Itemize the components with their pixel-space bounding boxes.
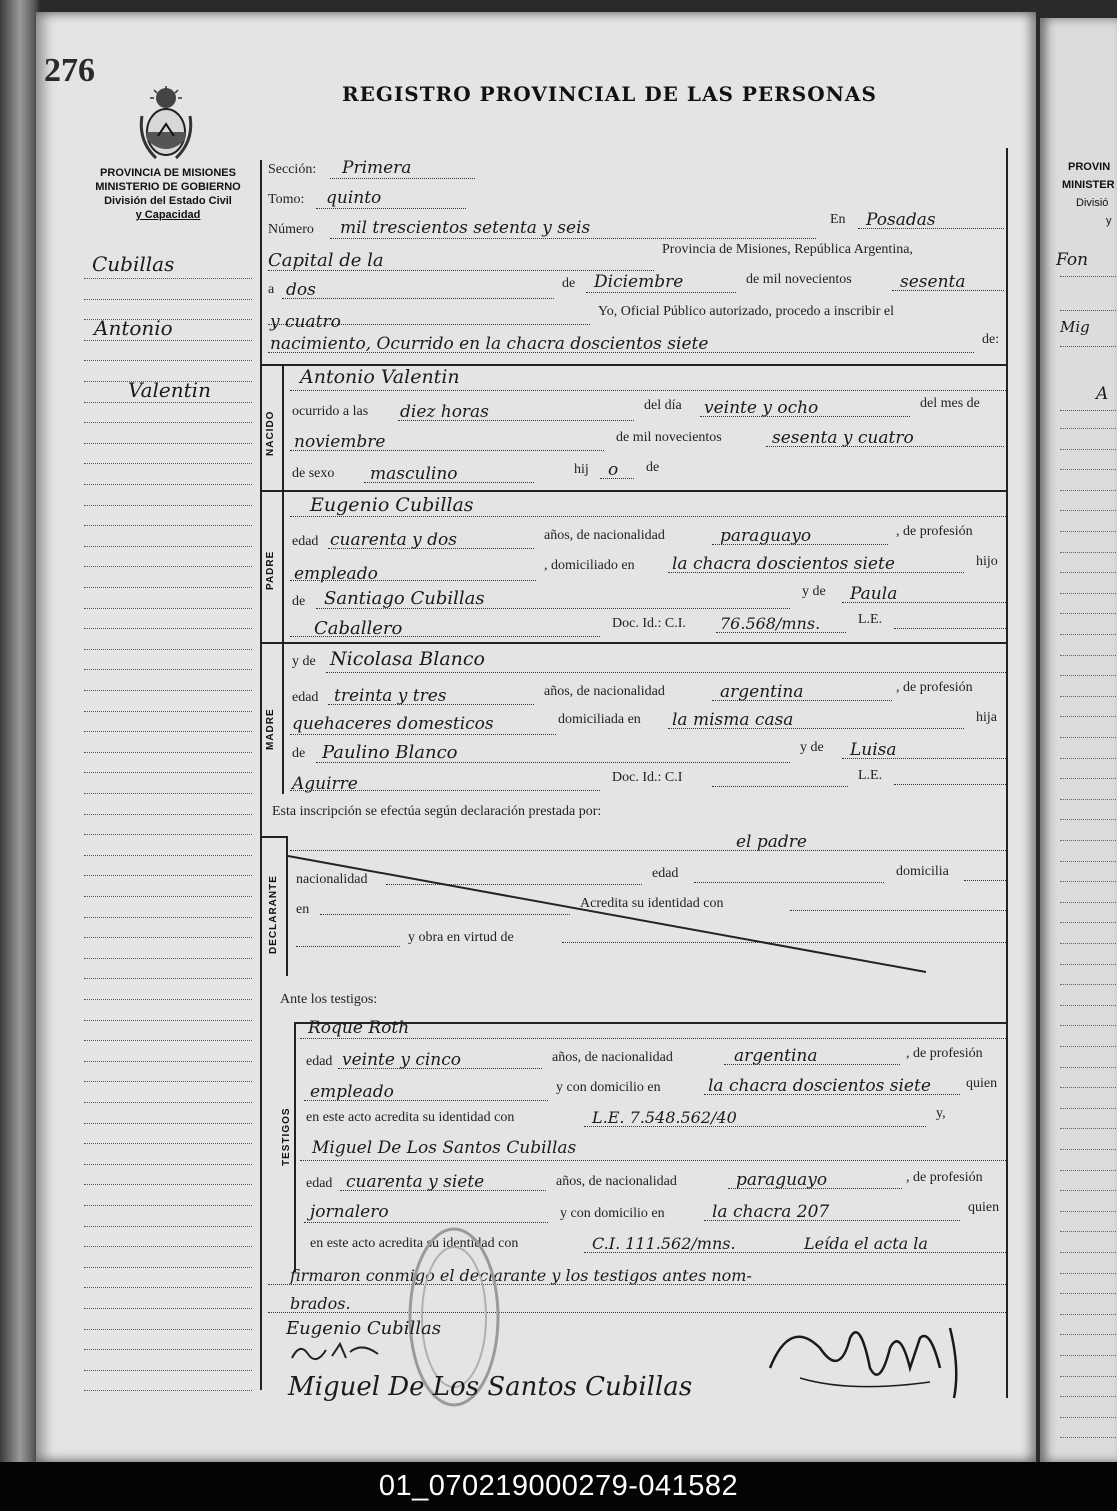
testigos-intro: Ante los testigos: (280, 992, 378, 1007)
declarante-por-value: el padre (736, 832, 807, 852)
madre-section-label: MADRE (265, 708, 276, 750)
padre-nacionalidad-value: paraguayo (720, 526, 812, 546)
madre-doc-label: Doc. Id.: C.I (612, 770, 683, 785)
facing-margin-rule (1060, 881, 1117, 882)
margin-secondname: Valentin (128, 378, 211, 402)
padre-le-label: L.E. (858, 612, 883, 627)
facing-margin-rule (1060, 634, 1117, 635)
signature-roque (288, 1340, 388, 1364)
madre-profesion-label: , de profesión (896, 680, 973, 695)
margin-rule (84, 875, 252, 876)
numero-label: Número (268, 222, 314, 237)
de-label: de (562, 276, 576, 291)
margin-rule (84, 340, 252, 341)
margin-rule (84, 649, 252, 650)
facing-margin-rule (1060, 1252, 1117, 1253)
facing-margin-rule (1060, 737, 1117, 738)
left-frame-rule (260, 160, 262, 1390)
margin-rule (84, 566, 252, 567)
margin-rule (84, 731, 252, 732)
padre-edad-label: edad (292, 534, 319, 549)
margin-rule (84, 546, 252, 547)
facing-margin-rule (1060, 469, 1117, 470)
declarante-en-label: en (296, 902, 310, 917)
facing-margin-rule (1060, 613, 1117, 614)
facing-ministry-line3: Divisió (1076, 197, 1109, 209)
madre-de-label: de (292, 746, 306, 761)
testigo2-anos-label: años, de nacionalidad (556, 1174, 677, 1189)
facing-margin-rule (1060, 922, 1117, 923)
margin-rule (84, 1040, 252, 1041)
margin-rule (84, 772, 252, 773)
padre-hijo-label: hijo (976, 554, 998, 569)
madre-padre-de: Paulino Blanco (322, 742, 458, 763)
margin-rule (84, 1205, 252, 1206)
facing-margin-rule (1060, 1149, 1117, 1150)
facing-margin-rule (1060, 1046, 1117, 1047)
margin-rule (84, 505, 252, 506)
nacido-hora-value: diez horas (400, 402, 489, 422)
margin-rule (84, 1102, 252, 1103)
declarante-strikeout (286, 852, 946, 976)
margin-rule (84, 752, 252, 753)
margin-rule (84, 978, 252, 979)
margin-rule (84, 690, 252, 691)
margin-rule (84, 1123, 252, 1124)
declarante-section-label: DECLARANTE (268, 875, 279, 954)
margin-rule (84, 1184, 252, 1185)
facing-margin-rule (1060, 1417, 1117, 1418)
madre-yde-label: y de (292, 654, 316, 669)
margin-rule (84, 937, 252, 938)
facing-margin-rule (1060, 1067, 1117, 1068)
margin-rule (84, 299, 252, 300)
facing-margin-rule (1060, 1087, 1117, 1088)
seccion-label: Sección: (268, 162, 317, 177)
right-frame-rule (1006, 148, 1008, 1398)
facing-margin-rule (1060, 1355, 1117, 1356)
seccion-value: Primera (342, 158, 412, 178)
testigos-leida: Leída el acta la (804, 1234, 928, 1253)
facing-margin-rule (1060, 593, 1117, 594)
facing-margin-rule (1060, 675, 1117, 676)
madre-edad-label: edad (292, 690, 319, 705)
numero-value: mil trescientos setenta y seis (340, 218, 591, 238)
facing-name-2: Mig (1060, 318, 1090, 336)
madre-domicilio-value: la misma casa (672, 710, 794, 730)
margin-surname: Cubillas (92, 252, 175, 276)
nacimiento-value: nacimiento, Ocurrido en la chacra doscientos siete (270, 334, 709, 354)
facing-name-3: A (1096, 384, 1109, 404)
testigo2-edad-label: edad (306, 1176, 333, 1191)
margin-rule (84, 855, 252, 856)
margin-rule (84, 958, 252, 959)
facing-margin-rule (1060, 778, 1117, 779)
facing-margin-rule (1060, 490, 1117, 491)
margin-rule (84, 484, 252, 485)
facing-margin-rule (1060, 1108, 1117, 1109)
signature-eugenio: Eugenio Cubillas (286, 1318, 441, 1339)
facing-margin-rule (1060, 552, 1117, 553)
declarante-edad-label: edad (652, 866, 679, 881)
padre-anos-label: años, de nacionalidad (544, 528, 665, 543)
margin-rule (84, 834, 252, 835)
margin-rule (84, 381, 252, 382)
margin-rule (84, 1329, 252, 1330)
margin-rule (84, 999, 252, 1000)
declarante-acredita-label: Acredita su identidad con (580, 896, 724, 911)
anio-cont: y cuatro (270, 312, 341, 332)
testigo1-edad-value: veinte y cinco (342, 1050, 462, 1070)
facing-margin-rule (1060, 1170, 1117, 1171)
facing-margin-rule (1060, 1190, 1117, 1191)
ministry-line-1: PROVINCIA DE MISIONES (100, 167, 236, 179)
testigo2-profesion-value: jornalero (310, 1202, 389, 1222)
nacido-section-label: NACIDO (265, 410, 276, 456)
margin-rule (84, 1061, 252, 1062)
madre-le-label: L.E. (858, 768, 883, 783)
facing-ministry-line2: MINISTER (1062, 179, 1115, 191)
margin-rule (84, 608, 252, 609)
padre-section-label: PADRE (265, 550, 276, 590)
margin-rule (84, 1308, 252, 1309)
facing-margin-rule (1060, 572, 1117, 573)
margin-rule (84, 1246, 252, 1247)
testigo1-y-label: y, (936, 1106, 946, 1121)
facing-margin-rule (1060, 840, 1117, 841)
nacido-mes-label: del mes de (920, 396, 980, 411)
padre-domicilio-value: la chacra doscientos siete (672, 554, 895, 574)
padre-yde-label: y de (802, 584, 826, 599)
margin-rule (84, 360, 252, 361)
tomo-value: quinto (326, 188, 382, 208)
facing-name-1: Fon (1056, 250, 1089, 270)
facing-margin-rule (1060, 1437, 1117, 1438)
facing-margin-rule (1060, 1025, 1117, 1026)
margin-rule (84, 1287, 252, 1288)
padre-domicilio-label: , domiciliado en (544, 558, 635, 573)
margin-rule (84, 793, 252, 794)
madre-hija-label: hija (976, 710, 997, 725)
facing-margin-rule (1060, 510, 1117, 511)
tomo-label: Tomo: (268, 192, 305, 207)
facing-margin-rule (1060, 696, 1117, 697)
margin-rule (84, 669, 252, 670)
padre-profesion-label: , de profesión (896, 524, 973, 539)
testigo1-anos-label: años, de nacionalidad (552, 1050, 673, 1065)
madre-edad-value: treinta y tres (334, 686, 447, 706)
nacido-mes-value: noviembre (294, 432, 386, 452)
signature-miguel: Miguel De Los Santos Cubillas (288, 1372, 693, 1402)
facing-margin-rule (1060, 1314, 1117, 1315)
en-label: En (830, 212, 846, 227)
testigo1-quien-label: quien (966, 1076, 998, 1091)
facing-margin-rule (1060, 819, 1117, 820)
facing-margin-rule (1060, 1128, 1117, 1129)
facing-margin-rule (1060, 1376, 1117, 1377)
margin-rule (84, 628, 252, 629)
facing-margin-rule (1060, 449, 1117, 450)
facing-margin-rule (1060, 799, 1117, 800)
margin-rule (84, 1081, 252, 1082)
padre-de-label: de (292, 594, 306, 609)
padre-profesion-value: empleado (294, 564, 378, 584)
padre-padre-de: Santiago Cubillas (324, 588, 485, 609)
nacido-anio-value: sesenta y cuatro (772, 428, 914, 448)
facing-margin-rule (1060, 655, 1117, 656)
ministry-block (78, 166, 258, 222)
margin-rule (84, 1370, 252, 1371)
margin-rule (84, 1267, 252, 1268)
testigo1-domicilio-label: y con domicilio en (556, 1080, 661, 1095)
madre-domicilio-label: domiciliada en (558, 712, 641, 727)
oficial-label: Yo, Oficial Público autorizado, procedo a inscribir el (598, 304, 895, 319)
madre-madre-de-cont: Aguirre (292, 774, 358, 794)
facing-margin-rule (1060, 1396, 1117, 1397)
margin-rule (84, 463, 252, 464)
signature-official (760, 1308, 970, 1408)
nacido-hij-value: o (608, 460, 619, 480)
padre-madre-de-cont: Caballero (314, 618, 403, 639)
image-caption: 01_070219000279-041582 (0, 1462, 1117, 1511)
facing-margin-rule (1060, 531, 1117, 532)
margin-rule (84, 422, 252, 423)
nacido-mil-label: de mil novecientos (616, 430, 722, 445)
madre-yde2-label: y de (800, 740, 824, 755)
ministry-line-2: MINISTERIO DE GOBIERNO (95, 181, 241, 193)
facing-margin-rule (1060, 758, 1117, 759)
facing-margin-rule (1060, 1293, 1117, 1294)
testigo1-profesion-value: empleado (310, 1082, 394, 1102)
madre-nacionalidad-value: argentina (720, 682, 804, 702)
margin-rule (84, 1143, 252, 1144)
testigo2-domicilio-value: la chacra 207 (712, 1202, 830, 1222)
facing-margin-rule (1060, 984, 1117, 985)
ministry-line-3: División del Estado Civil (104, 195, 232, 207)
nacido-nombre: Antonio Valentin (300, 366, 460, 388)
margin-rule (84, 278, 252, 279)
madre-anos-label: años, de nacionalidad (544, 684, 665, 699)
testigo2-edad-value: cuarenta y siete (346, 1172, 485, 1192)
declarante-domicilio-label: domicilia (896, 864, 949, 879)
facing-margin-rule (1060, 902, 1117, 903)
nacido-sexo-label: de sexo (292, 466, 335, 481)
testigos-firmaron: firmaron conmigo el declarante y los testigos antes nom- (290, 1266, 752, 1285)
testigo1-doc-value: L.E. 7.548.562/40 (592, 1108, 737, 1127)
coat-of-arms-icon (136, 86, 196, 170)
margin-rule (84, 917, 252, 918)
facing-margin-rule (1060, 1005, 1117, 1006)
testigo2-doc-value: C.I. 111.562/mns. (592, 1234, 736, 1253)
padre-doc-value: 76.568/mns. (720, 614, 821, 633)
facing-margin-rule (1060, 1211, 1117, 1212)
testigo2-nombre: Miguel De Los Santos Cubillas (312, 1138, 577, 1158)
margin-rule (84, 587, 252, 588)
en-value: Posadas (866, 210, 936, 230)
testigo2-acredita-label: en este acto acredita su identidad con (310, 1236, 519, 1251)
facing-margin-rule (1060, 964, 1117, 965)
capital-value: Capital de la (268, 250, 384, 271)
testigo1-domicilio-value: la chacra doscientos siete (708, 1076, 931, 1096)
document-title: REGISTRO PROVINCIAL DE LAS PERSONAS (342, 82, 877, 106)
facing-ministry-line1: PROVIN (1068, 161, 1111, 173)
provincia-label: Provincia de Misiones, República Argentina, (662, 242, 913, 257)
testigo1-nombre: Roque Roth (308, 1018, 410, 1038)
margin-firstname: Antonio (94, 316, 173, 340)
nacido-de-label: de (646, 460, 660, 475)
mil-label: de mil novecientos (746, 272, 852, 287)
margin-rule (84, 1020, 252, 1021)
margin-rule (84, 402, 252, 403)
testigo2-profesion-label: , de profesión (906, 1170, 983, 1185)
madre-profesion-value: quehaceres domesticos (292, 714, 494, 734)
testigos-section-label: TESTIGOS (281, 1107, 292, 1166)
padre-edad-value: cuarenta y dos (330, 530, 457, 550)
margin-rule (84, 1349, 252, 1350)
madre-madre-de: Luisa (850, 740, 897, 760)
nacido-sexo-value: masculino (370, 464, 458, 484)
testigo1-profesion-label: , de profesión (906, 1046, 983, 1061)
nacido-hij-label: hij (574, 462, 589, 477)
declarante-intro: Esta inscripción se efectúa según declaración prestada por: (272, 804, 602, 819)
margin-rule (84, 711, 252, 712)
nacido-dia-value: veinte y ocho (704, 398, 819, 418)
margin-rule (84, 1390, 252, 1391)
testigo1-edad-label: edad (306, 1054, 333, 1069)
facing-margin-rule (1060, 861, 1117, 862)
margin-rule (84, 525, 252, 526)
testigos-brados: brados. (290, 1294, 351, 1313)
padre-doc-label: Doc. Id.: C.I. (612, 616, 686, 631)
nacido-dia-label: del día (644, 398, 682, 413)
testigo1-acredita-label: en este acto acredita su identidad con (306, 1110, 515, 1125)
margin-rule (84, 1226, 252, 1227)
ministry-line-4: y Capacidad (135, 209, 201, 221)
padre-nombre: Eugenio Cubillas (310, 494, 474, 516)
testigo2-quien-label: quien (968, 1200, 1000, 1215)
madre-nombre: Nicolasa Blanco (330, 648, 485, 670)
a-value: dos (286, 280, 316, 300)
facing-margin-rule (1060, 716, 1117, 717)
testigo2-nacionalidad-value: paraguayo (736, 1170, 828, 1190)
testigo1-nacionalidad-value: argentina (734, 1046, 818, 1066)
nacido-ocurrido-label: ocurrido a las (292, 404, 369, 419)
margin-rule (84, 319, 252, 320)
page-number: 276 (44, 52, 95, 89)
anio-value: sesenta (900, 272, 966, 292)
a-label: a (268, 282, 275, 297)
mes-value: Diciembre (594, 272, 684, 292)
margin-rule (84, 814, 252, 815)
declarante-nacionalidad-label: nacionalidad (296, 872, 368, 887)
de-end-label: de: (982, 332, 1000, 347)
margin-rule (84, 896, 252, 897)
facing-page (1040, 18, 1117, 1462)
facing-margin-rule (1060, 1231, 1117, 1232)
facing-margin-rule (1060, 428, 1117, 429)
margin-rule (84, 1164, 252, 1165)
testigo2-domicilio-label: y con domicilio en (560, 1206, 665, 1221)
facing-ministry-line4: y (1106, 215, 1112, 227)
declarante-obra-label: y obra en virtud de (408, 930, 514, 945)
facing-margin-rule (1060, 1334, 1117, 1335)
facing-margin-rule (1060, 1273, 1117, 1274)
margin-rule (84, 443, 252, 444)
padre-madre-de: Paula (850, 584, 898, 604)
facing-margin-rule (1060, 943, 1117, 944)
